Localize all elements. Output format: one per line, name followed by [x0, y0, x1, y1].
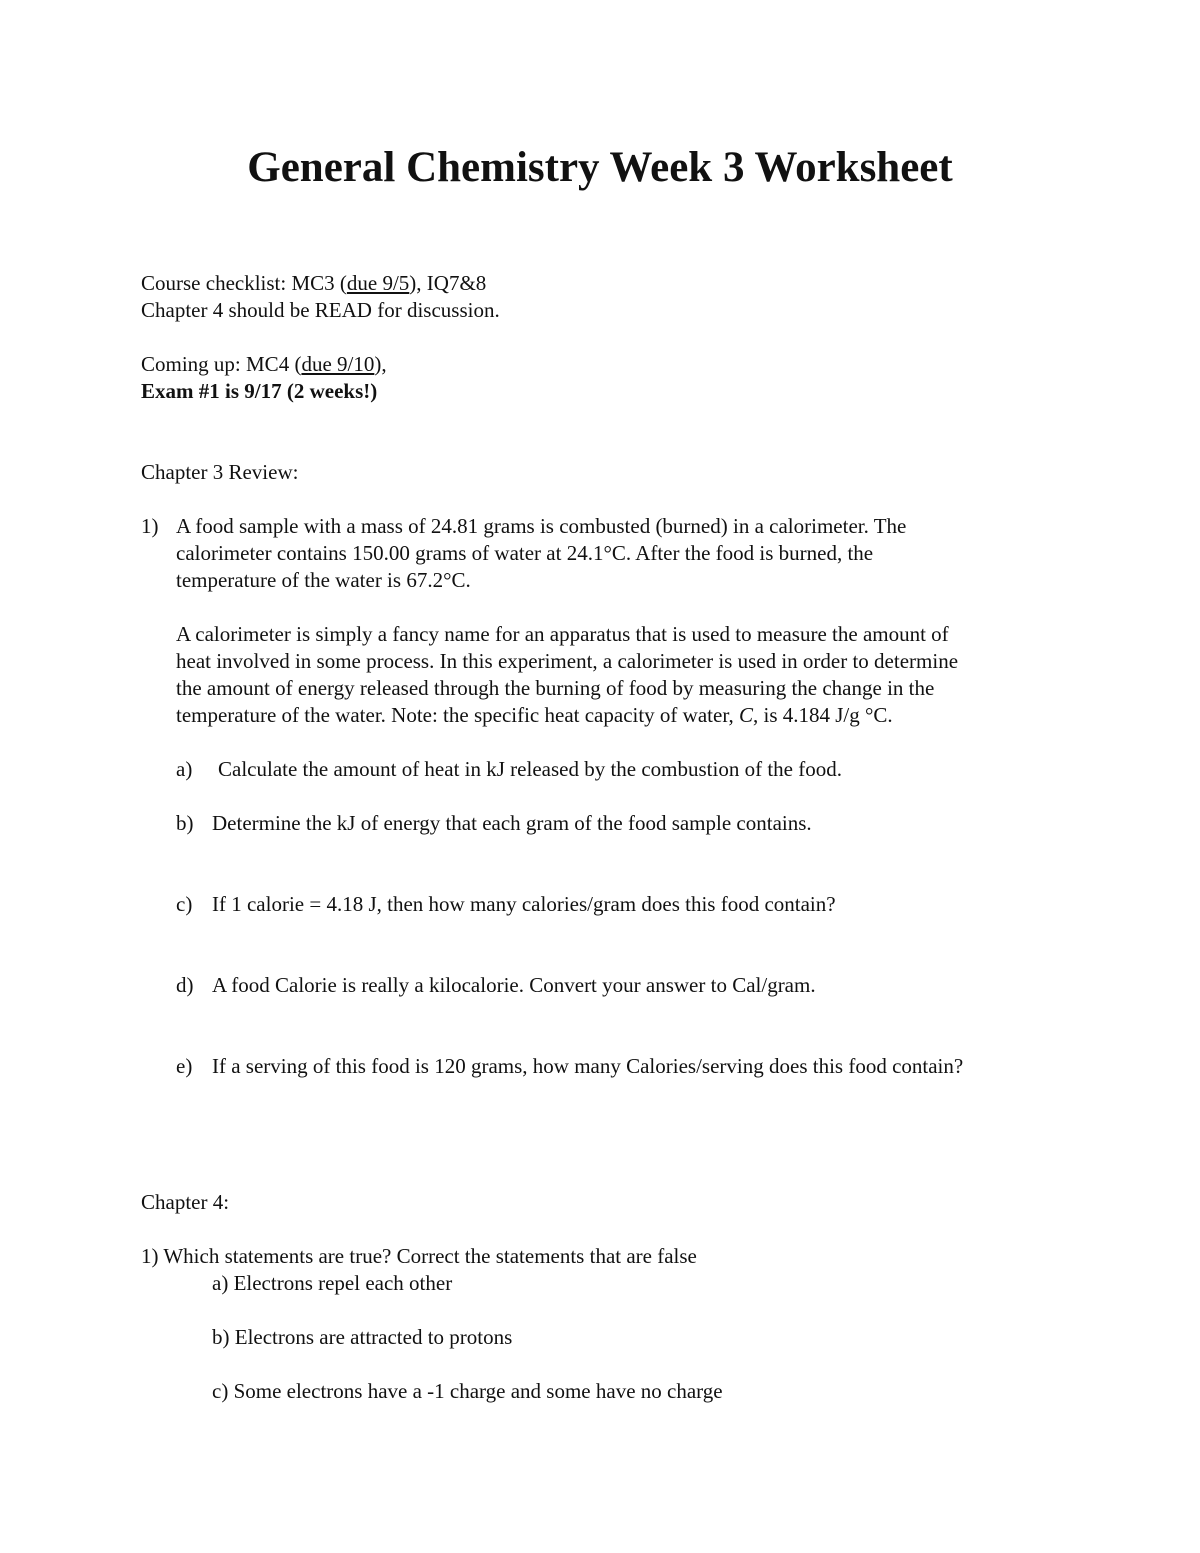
subquestion-letter: b)	[176, 811, 194, 835]
paragraph-line: temperature of the water. Note: the specific heat capacity of water, C, is 4.184 J/g °C.	[176, 703, 893, 727]
page-title: General Chemistry Week 3 Worksheet	[247, 144, 953, 191]
subquestion-text: Determine the kJ of energy that each gram of the food sample contains.	[212, 811, 812, 835]
subquestion-letter: d)	[176, 973, 194, 997]
subquestion-text: If 1 calorie = 4.18 J, then how many calories/gram does this food contain?	[212, 892, 836, 916]
question-text-line: A food sample with a mass of 24.81 grams is combusted (burned) in a calorimeter. The	[176, 514, 907, 538]
variable-c: C	[738, 703, 753, 727]
chapter4-question: 1) Which statements are true? Correct the statements that are false	[141, 1244, 697, 1268]
reading-note: Chapter 4 should be READ for discussion.	[141, 298, 500, 322]
paragraph-line: heat involved in some process. In this experiment, a calorimeter is used in order to determine	[176, 649, 959, 673]
chapter4-heading: Chapter 4:	[141, 1190, 230, 1214]
question-text-line: calorimeter contains 150.00 grams of water at 24.1°C. After the food is burned, the	[176, 541, 874, 565]
statement-item: a) Electrons repel each other	[212, 1271, 453, 1295]
question-number: 1)	[141, 514, 159, 538]
chapter3-heading: Chapter 3 Review:	[141, 460, 299, 484]
statement-item: c) Some electrons have a -1 charge and some have no charge	[212, 1379, 723, 1403]
coming-up: Coming up: MC4 (due 9/10),	[141, 352, 387, 376]
statement-item: b) Electrons are attracted to protons	[212, 1325, 513, 1349]
subquestion-text: Calculate the amount of heat in kJ released by the combustion of the food.	[218, 757, 842, 781]
subquestion-letter: c)	[176, 892, 193, 916]
course-checklist: Course checklist: MC3 (due 9/5), IQ7&8	[141, 271, 487, 295]
coming-due-date: due 9/10	[301, 352, 375, 376]
paragraph-line: the amount of energy released through the burning of food by measuring the change in the	[176, 676, 935, 700]
exam-notice: Exam #1 is 9/17 (2 weeks!)	[141, 379, 378, 403]
subquestion-letter: e)	[176, 1054, 193, 1078]
checklist-due-date: due 9/5	[346, 271, 410, 295]
paragraph-line: A calorimeter is simply a fancy name for an apparatus that is used to measure the amount of	[176, 622, 949, 646]
subquestion-text: If a serving of this food is 120 grams, how many Calories/serving does this food contain?	[212, 1054, 964, 1078]
subquestion-text: A food Calorie is really a kilocalorie. Convert your answer to Cal/gram.	[212, 973, 816, 997]
question-text-line: temperature of the water is 67.2°C.	[176, 568, 471, 592]
subquestion-letter: a)	[176, 757, 193, 781]
